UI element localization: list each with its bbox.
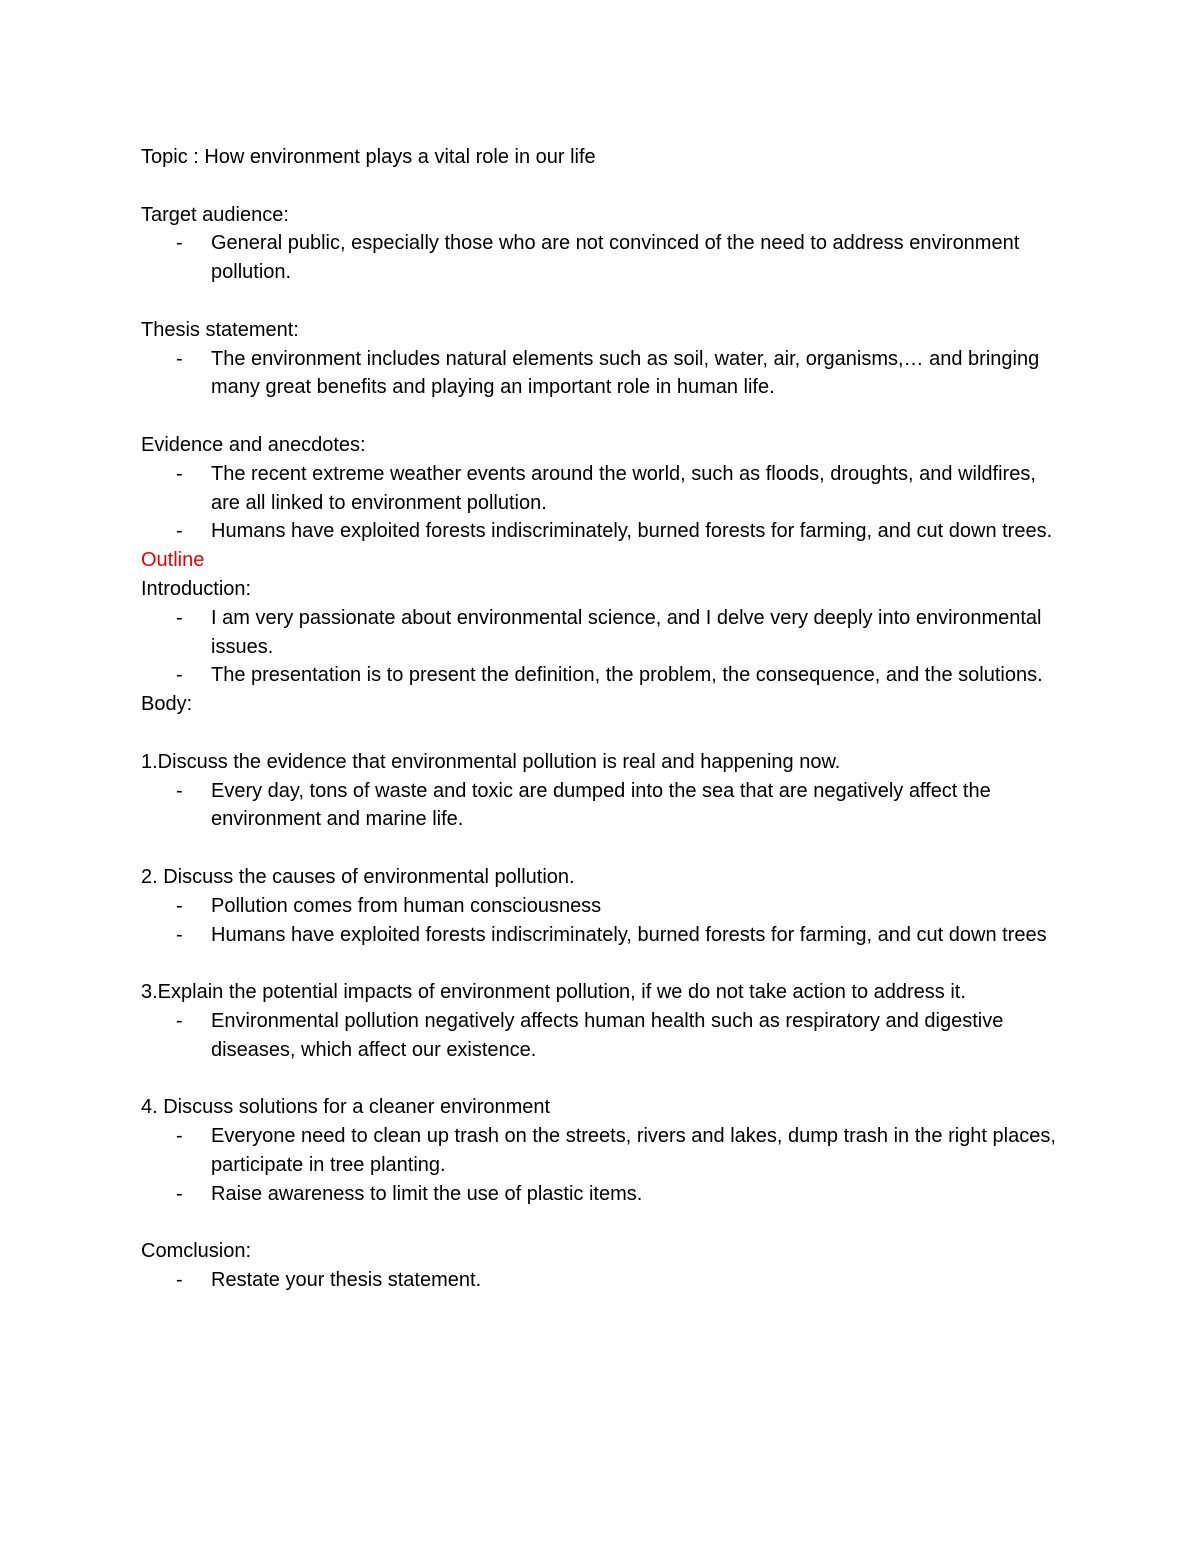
spacer — [141, 834, 1081, 863]
bullet-dash: - — [176, 462, 183, 485]
bullet-dash: - — [176, 1125, 183, 1148]
list-item — [141, 229, 1061, 287]
bullet-text: Humans have exploited forests indiscriminately, burned forests for farming, and cut down trees. — [211, 520, 1053, 543]
spacer — [141, 402, 1081, 431]
bullet-dash: - — [176, 894, 183, 917]
body-point-heading: 4. Discuss solutions for a cleaner environment — [141, 1096, 551, 1119]
spacer — [141, 949, 1081, 978]
conclusion-list — [141, 1266, 1081, 1295]
list-item — [141, 1122, 1061, 1180]
body-point-list — [141, 892, 1081, 950]
bullet-text: The presentation is to present the definition, the problem, the consequence, and the solutions. — [211, 664, 1043, 687]
evidence-list — [141, 460, 1081, 546]
spacer — [141, 172, 1081, 201]
list-item — [141, 892, 1061, 921]
list-item — [141, 345, 1061, 403]
list-item — [141, 777, 1061, 835]
spacer — [141, 287, 1081, 316]
bullet-dash: - — [176, 347, 183, 370]
bullet-dash: - — [176, 1182, 183, 1205]
document-content — [141, 143, 1081, 1295]
bullet-dash: - — [176, 606, 183, 629]
bullet-dash: - — [176, 1269, 183, 1292]
spacer — [141, 719, 1081, 748]
body-point-list — [141, 1122, 1081, 1208]
body-point-list — [141, 777, 1081, 835]
list-item — [141, 1180, 1061, 1209]
introduction-list — [141, 604, 1081, 690]
target-audience-list — [141, 229, 1081, 287]
list-item — [141, 661, 1061, 690]
bullet-text: I am very passionate about environmental science, and I delve very deeply into environmental issues. — [211, 606, 1042, 658]
body-heading: Body: — [141, 693, 193, 716]
list-item — [141, 921, 1061, 950]
bullet-text: Environmental pollution negatively affects human health such as respiratory and digestive diseases, which affect our existence. — [211, 1009, 1004, 1061]
body-point-heading: 2. Discuss the causes of environmental pollution. — [141, 865, 575, 888]
thesis-list — [141, 345, 1081, 403]
bullet-text: The environment includes natural elements such as soil, water, air, organisms,… and bringing many great benefits and playing an important role in human life. — [211, 347, 1040, 399]
outline-heading: Outline — [141, 549, 205, 572]
bullet-dash: - — [176, 779, 183, 802]
spacer — [141, 1208, 1081, 1237]
bullet-text: General public, especially those who are not convinced of the need to address environment pollution. — [211, 232, 1020, 284]
list-item — [141, 604, 1061, 662]
introduction-heading: Introduction: — [141, 577, 252, 600]
bullet-dash: - — [176, 232, 183, 255]
bullet-text: Every day, tons of waste and toxic are dumped into the sea that are negatively affect the environment and marine life. — [211, 779, 991, 831]
bullet-text: The recent extreme weather events around the world, such as floods, droughts, and wildfires, are all linked to environment pollution. — [211, 462, 1036, 514]
thesis-heading: Thesis statement: — [141, 318, 299, 341]
spacer — [141, 1065, 1081, 1094]
conclusion-heading: Comclusion: — [141, 1240, 252, 1263]
bullet-text: Humans have exploited forests indiscriminately, burned forests for farming, and cut down trees — [211, 923, 1047, 946]
list-item — [141, 460, 1061, 518]
bullet-dash: - — [176, 1009, 183, 1032]
body-point-heading: 3.Explain the potential impacts of environment pollution, if we do not take action to address it. — [141, 981, 966, 1004]
bullet-dash: - — [176, 923, 183, 946]
list-item — [141, 1266, 1061, 1295]
body-point-heading: 1.Discuss the evidence that environmental pollution is real and happening now. — [141, 750, 841, 773]
bullet-text: Pollution comes from human consciousness — [211, 894, 602, 917]
bullet-dash: - — [176, 664, 183, 687]
bullet-text: Raise awareness to limit the use of plastic items. — [211, 1182, 643, 1205]
body-point-list — [141, 1007, 1081, 1065]
target-audience-heading: Target audience: — [141, 203, 289, 226]
bullet-dash: - — [176, 520, 183, 543]
list-item — [141, 1007, 1061, 1065]
evidence-heading: Evidence and anecdotes: — [141, 433, 366, 456]
list-item — [141, 517, 1061, 546]
topic-line: Topic : How environment plays a vital role in our life — [141, 146, 596, 168]
bullet-text: Restate your thesis statement. — [211, 1269, 482, 1292]
bullet-text: Everyone need to clean up trash on the streets, rivers and lakes, dump trash in the right places, participate in tree planting. — [211, 1125, 1056, 1176]
